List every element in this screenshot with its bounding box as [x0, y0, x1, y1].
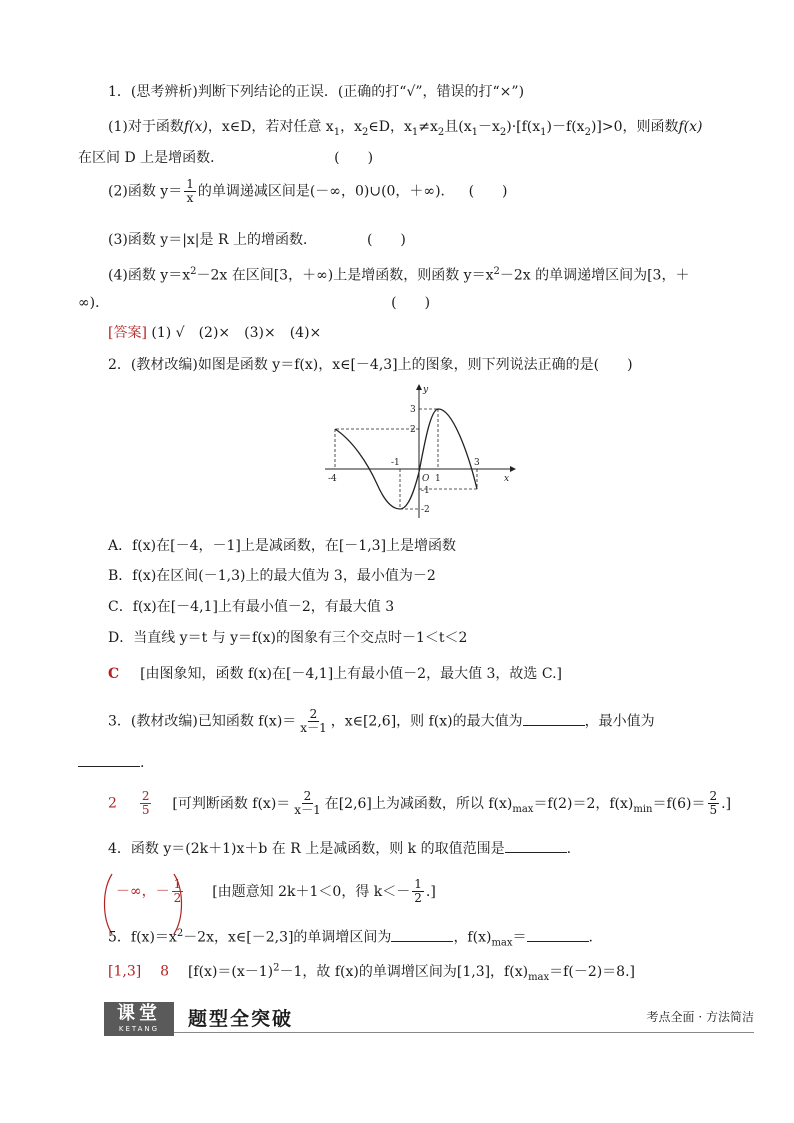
- q2-option-a[interactable]: A．f(x)在[－4，－1]上是减函数，在[－1,3]上是增函数: [108, 538, 457, 554]
- q2-option-b[interactable]: B．f(x)在区间(－1,3)上的最大值为 3，最小值为－2: [108, 568, 436, 584]
- tick-y-2: 2: [410, 425, 416, 435]
- answer-explanation: [$f(x)=(x-1)^2-1$，故 f(x)的单调增区间为[1,3]，$f(x)_{max}=f(-2)=8$.]: [187, 962, 636, 983]
- q1-intro: 1．(思考辨析)判断下列结论的正误．(正确的打“√”，错误的打“×”): [108, 84, 525, 100]
- tick-x-neg4: -4: [328, 474, 337, 484]
- answer-interval: －∞，－: [116, 883, 170, 900]
- answer-blank-max[interactable]: [523, 711, 585, 726]
- q3-stem: 3．(教材改编)已知函数 f(x)＝ $\frac{2}{x-1}$ ，x∈[2,6]，则 f(x)的最大值为 ，最小值为: [108, 707, 655, 735]
- y-axis-label: y: [423, 385, 429, 395]
- fraction: $\frac{2}{x-1}$: [300, 707, 327, 735]
- answer-text: (1) √ (2)× (3)× (4)×: [151, 325, 322, 341]
- y-arrow-icon: [416, 384, 422, 390]
- answer-explanation: [由题意知 2k＋1＜0，得 k＜－ $\frac{1}{2}$ .]: [212, 877, 436, 905]
- tick-x-1: 1: [435, 474, 441, 484]
- tick-y-neg1: -1: [421, 486, 430, 496]
- q5-stem: 5．$f(x)=x^2-2x$，x∈[－2,3]的单调增区间为 ，$f(x)_{max}=$ .: [108, 928, 593, 949]
- section-tagline: 考点全面 · 方法简洁: [646, 1010, 754, 1024]
- function-curve: [335, 409, 477, 509]
- origin-label: O: [422, 474, 430, 484]
- answer-explanation: [由图象知，函数 f(x)在[－4,1]上有最小值－2，最大值 3，故选 C.]: [140, 666, 563, 682]
- tick-x-3: 3: [474, 458, 480, 468]
- answer-paren[interactable]: ( ): [391, 295, 431, 311]
- q1-statement-3: (3)函数 y＝|x|是 R 上的增函数． ( ): [108, 232, 406, 248]
- answer-paren[interactable]: ( ): [366, 232, 406, 248]
- answer-max: 2: [108, 795, 117, 812]
- answer-blank-min[interactable]: [78, 752, 140, 767]
- q1-statement-1: (1)对于函数f(x)，x∈D，若对任意 $x_1$，$x_2\in D$，$x_1\ne x_2$且$(x_1-x_2)\cdot[f(x_1)-f(x_2)]>0$，则函数f(x): [108, 119, 703, 138]
- answer-blank-k[interactable]: [505, 838, 567, 853]
- q2-answer: [108, 664, 562, 684]
- answer-interval: [1,3]: [108, 963, 142, 980]
- section-banner: [104, 1002, 754, 1036]
- fraction: $\frac{1}{x}$: [186, 177, 194, 205]
- q1-statement-2: (2)函数 y＝ $\frac{1}{x}$ 的单调递减区间是(－∞，0)∪(0，＋∞)． ( ): [108, 177, 508, 205]
- q1-statement-4: (4)函数 $y=x^2-2x$ 在区间[3，＋∞)上是增函数，则函数 $y=x^2-2x$ 的单调递增区间为[3，＋: [108, 266, 690, 284]
- q4-stem: 4．函数 y＝(2k＋1)x＋b 在 R 上是减函数，则 k 的取值范围是 .: [108, 838, 571, 859]
- answer-label: [答案]: [108, 325, 147, 341]
- q1-statement-1-cont: 在区间 D 上是增函数． ( ): [78, 150, 374, 166]
- q3-stem-cont: .: [78, 752, 144, 773]
- divider: [174, 1032, 754, 1033]
- q5-answer: [108, 958, 635, 987]
- q2-stem: 2．(教材改编)如图是函数 y＝f(x)，x∈[－4,3]上的图象，则下列说法正确的是( ): [108, 357, 633, 373]
- answer-blank-interval[interactable]: [391, 927, 453, 942]
- x-arrow-icon: [510, 466, 516, 472]
- section-badge: 课堂 KETANG: [104, 1002, 174, 1036]
- q3-answer: [108, 790, 731, 819]
- answer-paren[interactable]: ( ): [468, 183, 508, 200]
- q2-option-d[interactable]: D．当直线 y＝t 与 y＝f(x)的图象有三个交点时－1＜t＜2: [108, 630, 468, 646]
- answer-max: 8: [160, 963, 170, 980]
- answer-explanation: [可判断函数 f(x)＝ $\frac{2}{x-1}$ 在[2,6]上为减函数，所以 $f(x)_{max}=f(2)=2$，$f(x)_{min}=f(6)=$ $\frac{2}{5}$ .]: [172, 789, 732, 817]
- q4-answer: －∞，－ $\frac{1}{2}$ [由题意知 2k＋1＜0，得 k＜－ $\frac{1}{2}$ .]: [116, 877, 436, 905]
- x-axis-label: x: [504, 474, 510, 484]
- section-title: 题型全突破: [188, 1008, 294, 1030]
- answer-paren[interactable]: ( ): [334, 150, 374, 166]
- tick-y-neg2: -2: [421, 505, 430, 515]
- q1-statement-4-cont: ∞)． ( ): [78, 295, 431, 311]
- answer-blank-max[interactable]: [527, 927, 589, 942]
- tick-x-neg1: -1: [391, 458, 400, 468]
- answer-min-fraction: $\frac{2}{5}$: [141, 789, 150, 817]
- q1-answer: [108, 323, 321, 343]
- answer-letter: C: [108, 666, 120, 682]
- q2-option-c[interactable]: C．f(x)在[－4,1]上有最小值－2，有最大值 3: [108, 599, 395, 615]
- tick-y-3: 3: [410, 405, 416, 415]
- function-graph: [322, 382, 518, 522]
